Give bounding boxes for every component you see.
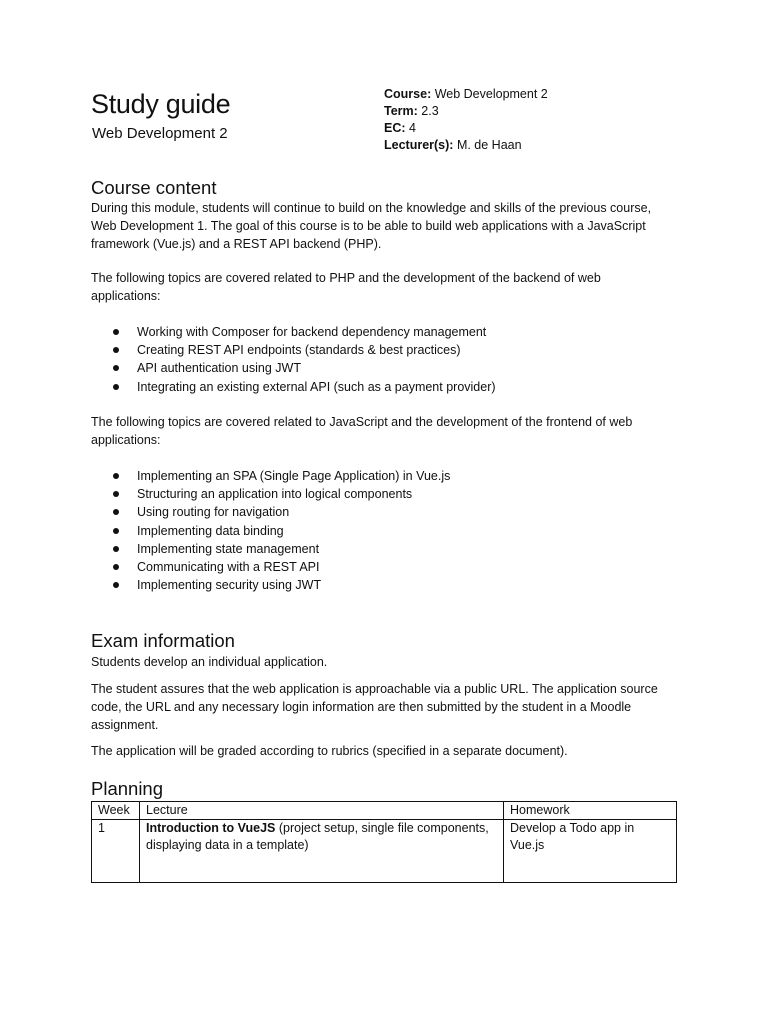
- planning-heading: Planning: [91, 778, 164, 799]
- list-item-text: Implementing an SPA (Single Page Application) in Vue.js: [137, 469, 451, 483]
- lecture-title: Introduction to VueJS: [146, 821, 276, 835]
- cell-lecture: [140, 820, 504, 883]
- list-item-text: Structuring an application into logical components: [137, 487, 413, 502]
- meta-lecturer-value: M. de Haan: [453, 138, 522, 152]
- meta-ec-label: EC:: [384, 121, 406, 135]
- list-item-text: Implementing data binding: [137, 523, 284, 538]
- page-subtitle: Web Development 2: [92, 125, 228, 142]
- list-item: [91, 503, 691, 521]
- bullet-icon: [113, 564, 119, 570]
- meta-lecturer: [384, 137, 548, 154]
- bullet-icon: [113, 365, 119, 371]
- meta-term-value: 2.3: [417, 104, 439, 118]
- column-header-homework: Homework: [504, 802, 677, 820]
- meta-course: [384, 86, 548, 103]
- list-item-text: Implementing security using JWT: [137, 578, 322, 593]
- backend-topics-intro: The following topics are covered related to PHP and the development of the backend of web applications:: [91, 271, 601, 303]
- meta-ec-value: 4: [405, 121, 416, 135]
- cell-homework: Develop a Todo app in Vue.js: [504, 820, 677, 883]
- list-item: [91, 522, 691, 540]
- bullet-icon: [113, 347, 119, 353]
- bullet-icon: [113, 384, 119, 390]
- planning-table: [91, 801, 677, 883]
- list-item: [91, 485, 691, 503]
- table-row: [92, 820, 677, 883]
- list-item-text: Working with Composer for backend dependency management: [137, 325, 487, 339]
- exam-heading: Exam information: [91, 630, 235, 651]
- list-item-text: Implementing state management: [137, 541, 320, 556]
- course-content-intro: During this module, students will continue to build on the knowledge and skills of the previous course, Web Development 1. The goal of this course is to be able to build web applications with a JavaScript framework (Vue.js) and a REST API backend (PHP).: [91, 201, 652, 251]
- course-content-heading: Course content: [91, 177, 217, 198]
- cell-week: 1: [92, 820, 140, 883]
- frontend-topics-list: [91, 467, 691, 594]
- bullet-icon: [113, 582, 119, 588]
- bullet-icon: [113, 491, 119, 497]
- course-meta: [384, 86, 548, 154]
- list-item-text: Integrating an existing external API (such as a payment provider): [137, 379, 496, 394]
- list-item: [91, 540, 691, 558]
- meta-lecturer-label: Lecturer(s):: [384, 138, 454, 152]
- list-item: [91, 359, 691, 377]
- list-item: [91, 576, 691, 594]
- bullet-icon: [113, 528, 119, 534]
- list-item: [91, 558, 691, 576]
- bullet-icon: [113, 546, 119, 552]
- lecture-details: (project setup, single file components, displaying data in a template): [146, 821, 489, 852]
- bullet-icon: [113, 473, 119, 479]
- page-title: Study guide: [91, 89, 231, 119]
- meta-course-label: Course:: [384, 87, 432, 101]
- backend-topics-list: [91, 323, 691, 396]
- exam-paragraph-2: The student assures that the web application is approachable via a public URL. The application source code, the URL and any necessary login information are then submitted by the student in a Moodle assignment.: [91, 682, 658, 732]
- list-item: [91, 467, 691, 485]
- table-header-row: [92, 802, 677, 820]
- list-item: [91, 341, 691, 359]
- meta-ec: [384, 120, 548, 137]
- list-item: [91, 378, 691, 396]
- bullet-icon: [113, 329, 119, 335]
- list-item-text: Using routing for navigation: [137, 505, 290, 520]
- column-header-lecture: Lecture: [140, 802, 504, 820]
- frontend-topics-intro: The following topics are covered related to JavaScript and the development of the frontend of web applications:: [91, 415, 633, 447]
- list-item-text: API authentication using JWT: [137, 361, 301, 376]
- list-item-text: Creating REST API endpoints (standards & best practices): [137, 343, 461, 358]
- bullet-icon: [113, 509, 119, 515]
- list-item-text: Communicating with a REST API: [137, 560, 320, 575]
- meta-term: [384, 103, 548, 120]
- column-header-week: Week: [92, 802, 140, 820]
- exam-paragraph-3: The application will be graded according to rubrics (specified in a separate document).: [91, 744, 568, 758]
- meta-course-value: Web Development 2: [431, 87, 548, 101]
- list-item: [91, 323, 691, 341]
- meta-term-label: Term:: [384, 104, 418, 118]
- exam-paragraph-1: Students develop an individual application.: [91, 655, 328, 669]
